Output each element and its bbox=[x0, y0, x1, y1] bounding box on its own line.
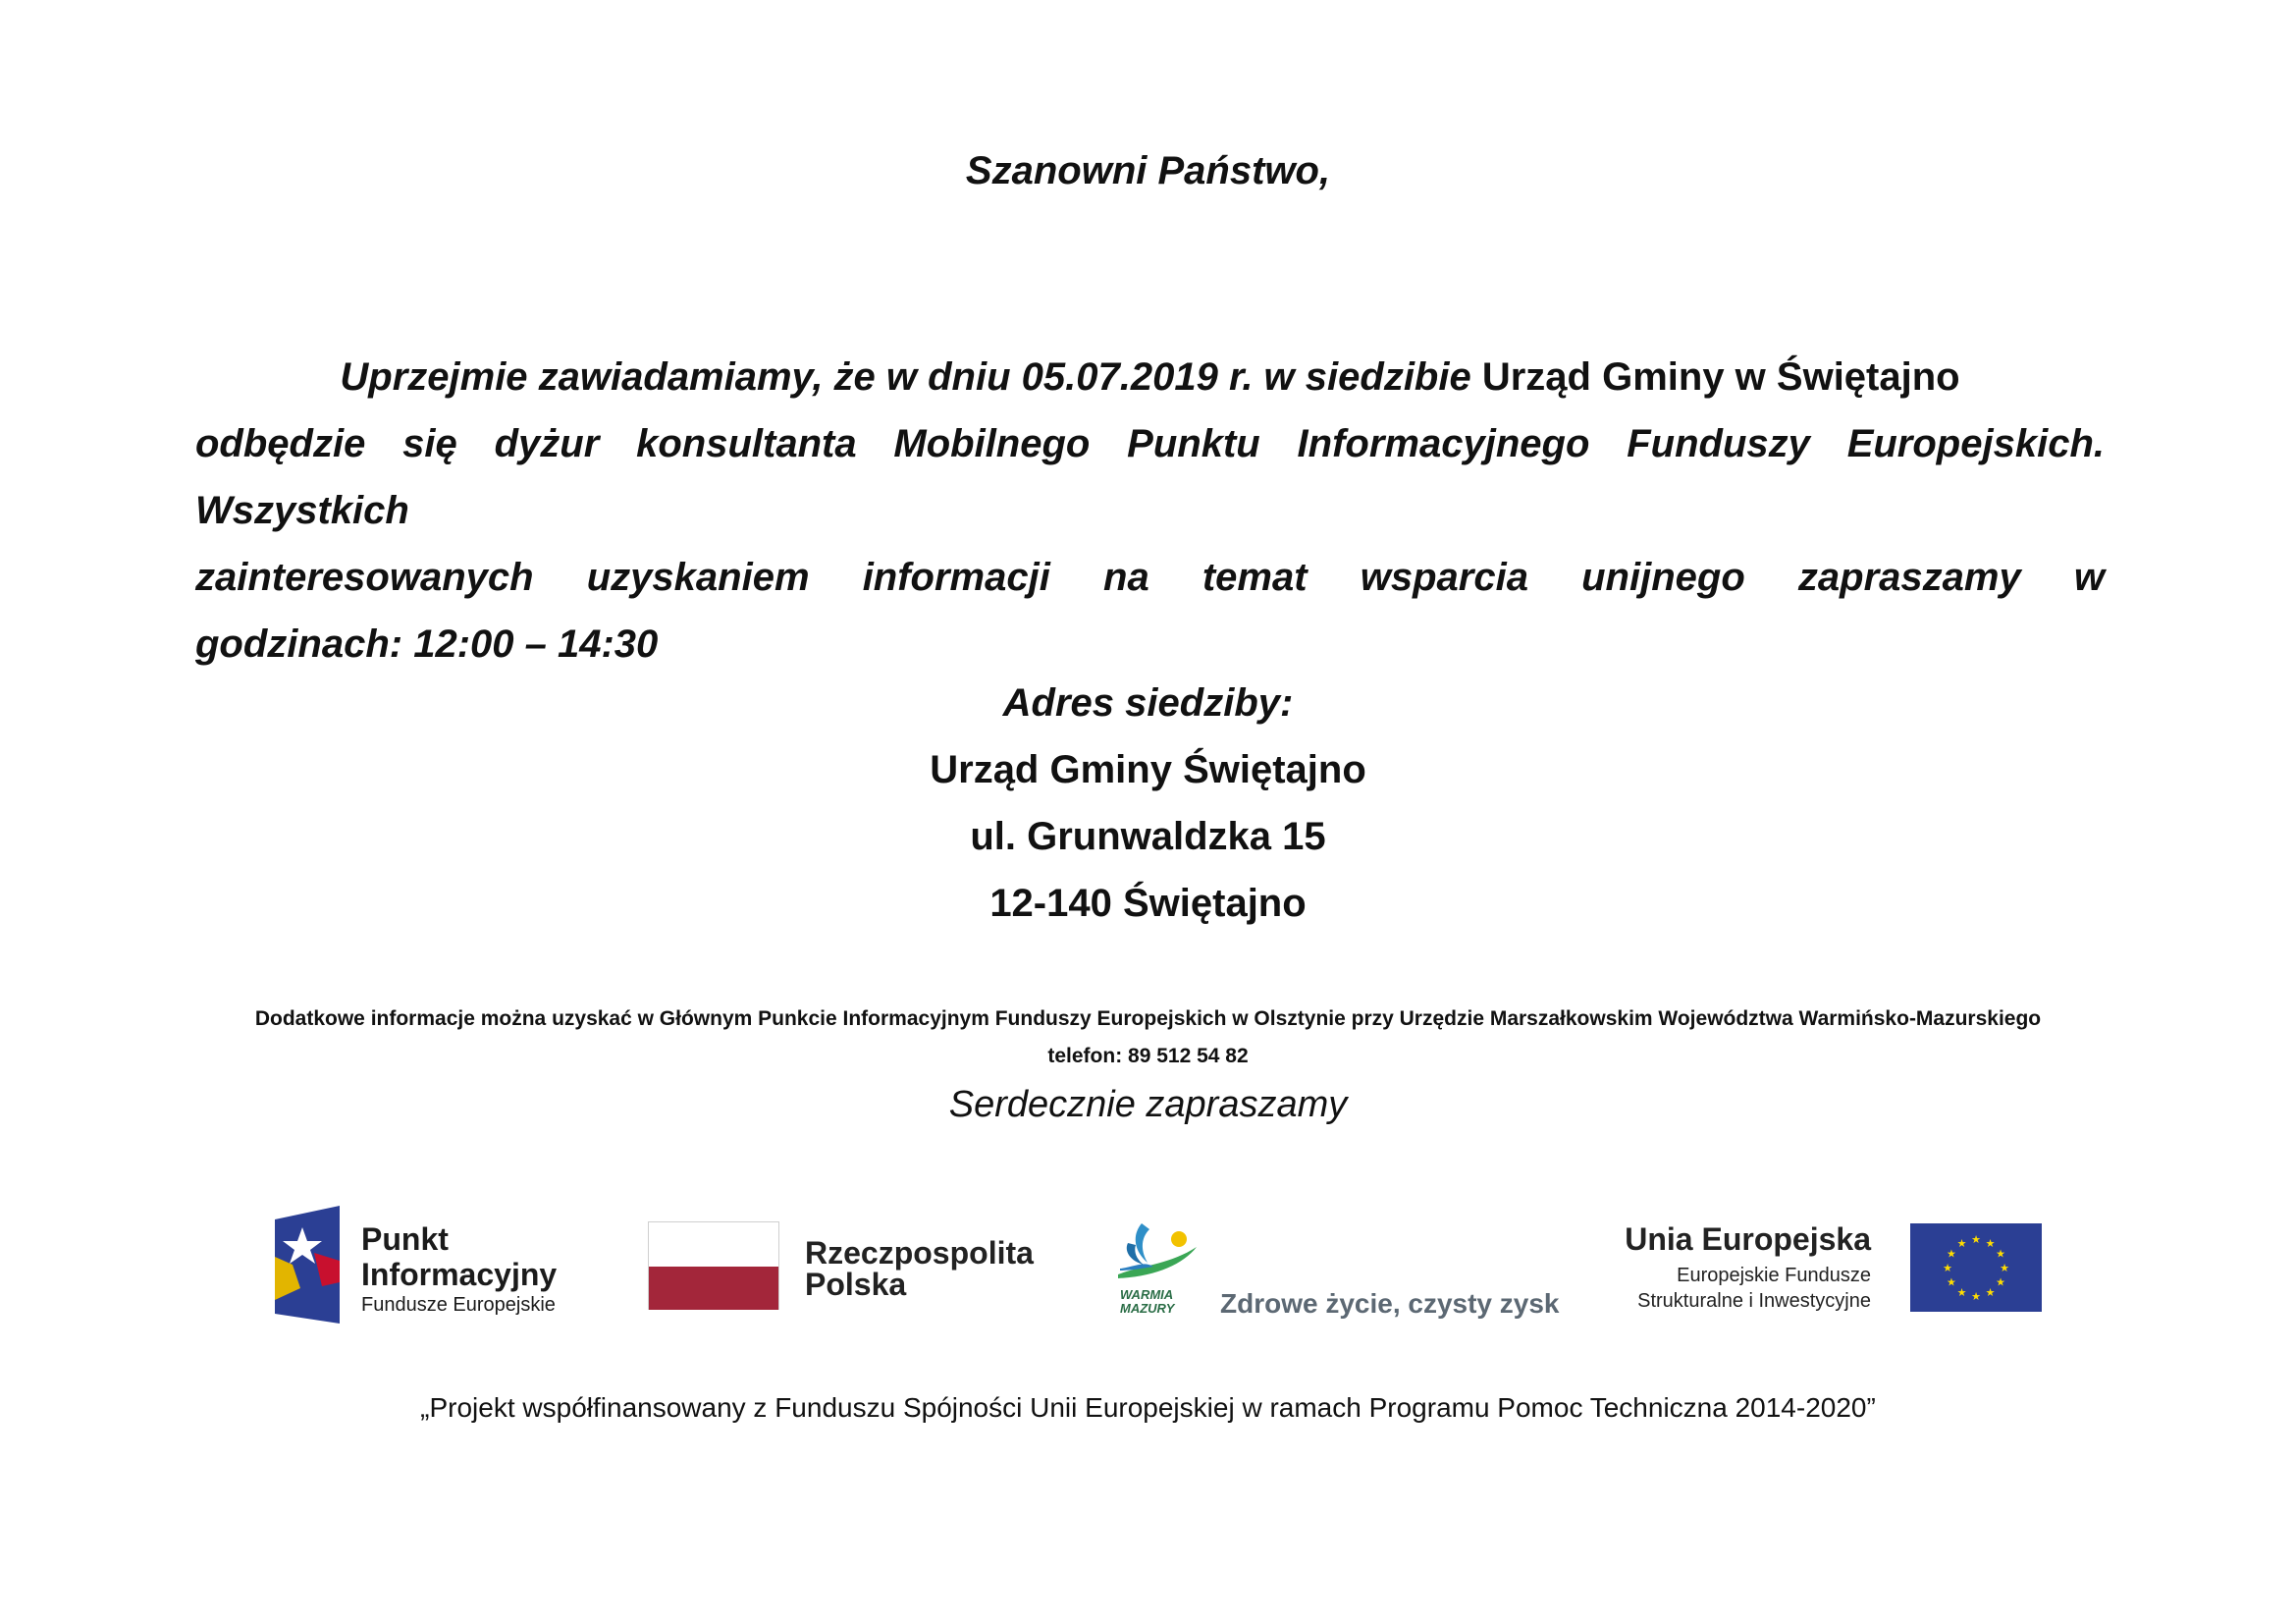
eu-star-icon: ★ bbox=[1943, 1263, 1952, 1274]
rp-logo-line-2: Polska bbox=[805, 1267, 907, 1302]
eu-star-icon: ★ bbox=[2000, 1263, 2009, 1274]
eu-star-icon: ★ bbox=[1946, 1276, 1956, 1289]
wm-brand-line-1: WARMIA bbox=[1120, 1287, 1174, 1302]
address-street: ul. Grunwaldzka 15 bbox=[970, 815, 1326, 858]
wm-slogan: Zdrowe życie, czysty zysk bbox=[1220, 1288, 1560, 1319]
polish-flag-icon bbox=[648, 1221, 779, 1310]
eu-star-icon: ★ bbox=[1971, 1291, 1981, 1303]
eu-star-icon: ★ bbox=[1996, 1248, 2006, 1261]
warmia-mazury-emblem-icon bbox=[1114, 1217, 1208, 1286]
rzeczpospolita-polska-logo bbox=[648, 1221, 1060, 1312]
unia-europejska-logo bbox=[1610, 1217, 2042, 1316]
fundusze-europejskie-logo bbox=[275, 1206, 589, 1324]
closing-text: Serdecznie zapraszamy bbox=[948, 1084, 1348, 1125]
eu-star-icon: ★ bbox=[1971, 1234, 1981, 1246]
fe-logo-line-1: Punkt bbox=[361, 1221, 449, 1257]
phone-number: telefon: 89 512 54 82 bbox=[1047, 1045, 1249, 1067]
announcement-paragraph bbox=[195, 344, 2105, 677]
eu-star-icon: ★ bbox=[1996, 1276, 2006, 1289]
address-heading: Adres siedziby: bbox=[1002, 681, 1294, 725]
rp-logo-line-1: Rzeczpospolita bbox=[805, 1235, 1034, 1271]
address-city: 12-140 Świętajno bbox=[989, 882, 1307, 925]
announcement-line-1 bbox=[195, 344, 2105, 410]
greeting: Szanowni Państwo, bbox=[965, 149, 1331, 192]
ue-logo-line-1: Unia Europejska bbox=[1625, 1221, 1871, 1257]
fe-logo-line-2: Informacyjny bbox=[361, 1257, 558, 1292]
wm-brand-line-2: MAZURY bbox=[1120, 1301, 1175, 1316]
fe-logo-line-3: Fundusze Europejskie bbox=[361, 1294, 556, 1316]
fundusze-europejskie-emblem-icon bbox=[275, 1206, 353, 1324]
announcement-intro: Uprzejmie zawiadamiamy, że w dniu 05.07.2019 r. w siedzibie bbox=[340, 355, 1482, 399]
eu-star-icon: ★ bbox=[1985, 1237, 1996, 1250]
footer-cofinancing-note: „Projekt współfinansowany z Funduszu Spójności Unii Europejskiej w ramach Programu Pomoc Techniczna 2014-2020” bbox=[420, 1392, 1876, 1423]
eu-star-icon: ★ bbox=[1956, 1237, 1967, 1250]
announcement-place: Urząd Gminy w Świętajno bbox=[1481, 355, 1960, 399]
eu-star-icon: ★ bbox=[1985, 1287, 1996, 1300]
eu-star-icon: ★ bbox=[1956, 1287, 1967, 1300]
announcement-line-3: zainteresowanych uzyskaniem informacji na temat wsparcia unijnego zapraszamy w bbox=[195, 556, 2105, 599]
eu-flag-icon bbox=[1910, 1223, 2042, 1312]
eu-star-icon: ★ bbox=[1946, 1248, 1956, 1261]
ue-logo-line-2: Europejskie Fundusze bbox=[1677, 1265, 1871, 1286]
ue-logo-line-3: Strukturalne i Inwestycyjne bbox=[1637, 1290, 1871, 1312]
announcement-line-2: odbędzie się dyżur konsultanta Mobilnego Punktu Informacyjnego Funduszy Europejskich. Wszystkich bbox=[195, 422, 2105, 532]
address-name: Urząd Gminy Świętajno bbox=[930, 748, 1366, 791]
extra-info: Dodatkowe informacje można uzyskać w Głównym Punkcie Informacyjnym Funduszy Europejskich w Olsztynie przy Urzędzie Marszałkowskim Województwa Warmińsko-Mazurskiego bbox=[254, 1007, 2042, 1030]
announcement-line-4: godzinach: 12:00 – 14:30 bbox=[195, 622, 659, 666]
warmia-mazury-logo bbox=[1114, 1217, 1560, 1325]
